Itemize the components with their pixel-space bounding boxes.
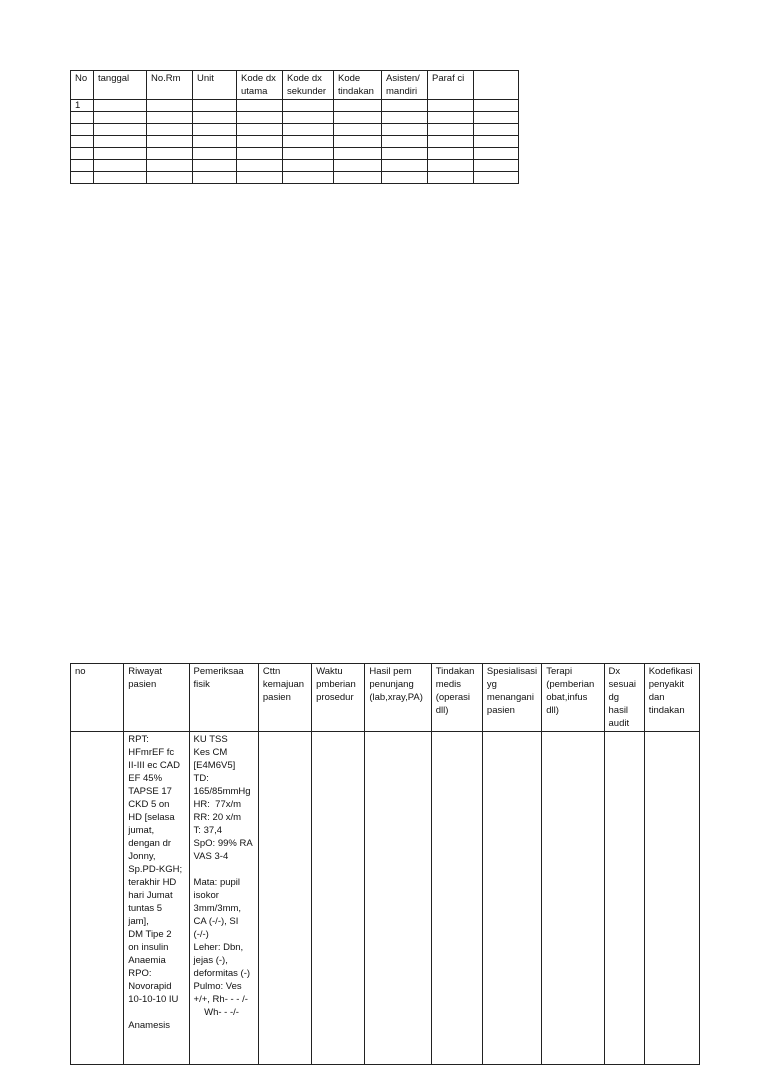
coding-log-cell	[94, 100, 147, 112]
coding-log-cell	[428, 124, 474, 136]
coding-log-cell	[94, 160, 147, 172]
coding-log-cell	[193, 124, 237, 136]
coding-log-cell	[237, 100, 283, 112]
patient-audit-header-cell: Kodefikasi penyakit dan tindakan	[644, 664, 699, 732]
coding-log-cell	[474, 112, 519, 124]
patient-audit-header-cell: Cttn kemajuan pasien	[258, 664, 311, 732]
coding-log-header-cell	[474, 71, 519, 100]
coding-log-row	[71, 172, 519, 184]
coding-log-header-cell: Unit	[193, 71, 237, 100]
coding-log-cell	[382, 124, 428, 136]
coding-log-cell	[193, 100, 237, 112]
patient-audit-cell: KU TSS Kes CM [E4M6V5] TD: 165/85mmHg HR: 77x/m RR: 20 x/m T: 37,4 SpO: 99% RA VAS 3-4 Mata: pupil isokor 3mm/3mm, CA (-/-), SI (-/-) Leher: Dbn, jejas (-), deformitas (-) Pulmo: Ves +/+, Rh- - - /- Wh- - -/-	[189, 732, 258, 1065]
coding-log-cell	[428, 148, 474, 160]
coding-log-cell	[71, 124, 94, 136]
coding-log-cell	[474, 136, 519, 148]
patient-audit-cell	[542, 732, 604, 1065]
coding-log-header-cell: No.Rm	[147, 71, 193, 100]
patient-audit-header-row	[71, 664, 700, 732]
coding-log-cell	[382, 148, 428, 160]
coding-log-cell	[237, 124, 283, 136]
patient-audit-cell: RPT: HFmrEF fc II-III ec CAD EF 45% TAPSE 17 CKD 5 on HD [selasa jumat, dengan dr Jonny, Sp.PD-KGH; terakhir HD hari Jumat tuntas 5 jam], DM Tipe 2 on insulin Anaemia RPO: Novorapid 10-10-10 IU Anamesis	[124, 732, 189, 1065]
coding-log-cell	[193, 136, 237, 148]
patient-audit-cell	[365, 732, 431, 1065]
coding-log-cell	[147, 136, 193, 148]
coding-log-cell	[474, 172, 519, 184]
coding-log-row	[71, 160, 519, 172]
coding-log-cell	[283, 160, 334, 172]
coding-log-cell	[94, 124, 147, 136]
patient-audit-header-cell: Terapi (pemberian obat,infus dll)	[542, 664, 604, 732]
coding-log-cell	[474, 148, 519, 160]
patient-audit-row	[71, 732, 700, 1065]
coding-log-cell	[193, 148, 237, 160]
coding-log-cell	[283, 112, 334, 124]
coding-log-cell	[237, 136, 283, 148]
coding-log-header-cell: Kode tindakan	[334, 71, 382, 100]
patient-audit-cell	[604, 732, 644, 1065]
patient-audit-header-cell: Riwayat pasien	[124, 664, 189, 732]
coding-log-row	[71, 100, 519, 112]
coding-log-header-cell: No	[71, 71, 94, 100]
patient-audit-header-cell: Pemeriksaa fisik	[189, 664, 258, 732]
coding-log-header-cell: tanggal	[94, 71, 147, 100]
coding-log-table	[70, 70, 519, 184]
coding-log-cell	[71, 160, 94, 172]
coding-log-cell	[334, 100, 382, 112]
coding-log-cell	[147, 112, 193, 124]
patient-audit-cell	[482, 732, 541, 1065]
coding-log-cell	[193, 172, 237, 184]
coding-log-cell	[94, 148, 147, 160]
coding-log-cell	[147, 148, 193, 160]
coding-log-cell	[382, 100, 428, 112]
patient-audit-cell	[431, 732, 482, 1065]
coding-log-row	[71, 112, 519, 124]
patient-audit-header-cell: Dx sesuai dg hasil audit	[604, 664, 644, 732]
coding-log-row	[71, 148, 519, 160]
coding-log-cell	[237, 172, 283, 184]
coding-log-header-cell: Paraf ci	[428, 71, 474, 100]
coding-log-cell	[283, 124, 334, 136]
coding-log-cell	[237, 112, 283, 124]
coding-log-cell	[71, 136, 94, 148]
coding-log-cell	[94, 112, 147, 124]
patient-audit-header-cell: Spesialisasi yg menangani pasien	[482, 664, 541, 732]
patient-audit-header-cell: Waktu pmberian prosedur	[312, 664, 365, 732]
coding-log-cell	[283, 100, 334, 112]
coding-log-cell	[147, 160, 193, 172]
coding-log-cell	[474, 100, 519, 112]
coding-log-header-cell: Kode dx sekunder	[283, 71, 334, 100]
patient-audit-header-cell: no	[71, 664, 124, 732]
coding-log-cell	[334, 112, 382, 124]
patient-audit-cell	[312, 732, 365, 1065]
coding-log-header-cell: Asisten/ mandiri	[382, 71, 428, 100]
coding-log-row	[71, 136, 519, 148]
coding-log-cell	[94, 172, 147, 184]
coding-log-cell	[382, 172, 428, 184]
coding-log-cell	[193, 160, 237, 172]
coding-log-cell	[334, 160, 382, 172]
patient-audit-cell	[644, 732, 699, 1065]
coding-log-cell	[147, 100, 193, 112]
coding-log-cell	[237, 160, 283, 172]
coding-log-cell	[428, 160, 474, 172]
coding-log-cell	[147, 124, 193, 136]
coding-log-cell	[71, 112, 94, 124]
coding-log-row	[71, 124, 519, 136]
coding-log-cell	[283, 172, 334, 184]
coding-log-cell	[428, 172, 474, 184]
coding-log-cell	[334, 124, 382, 136]
coding-log-cell	[71, 172, 94, 184]
coding-log-cell	[283, 136, 334, 148]
coding-log-cell	[428, 100, 474, 112]
patient-audit-cell	[71, 732, 124, 1065]
coding-log-cell	[237, 148, 283, 160]
patient-audit-header-cell: Tindakan medis (operasi dll)	[431, 664, 482, 732]
coding-log-cell	[382, 136, 428, 148]
coding-log-cell	[334, 136, 382, 148]
coding-log-cell	[71, 148, 94, 160]
coding-log-cell	[94, 136, 147, 148]
coding-log-cell	[474, 124, 519, 136]
coding-log-header-cell: Kode dx utama	[237, 71, 283, 100]
coding-log-cell	[382, 160, 428, 172]
coding-log-cell	[474, 160, 519, 172]
coding-log-cell	[334, 148, 382, 160]
coding-log-cell	[428, 112, 474, 124]
coding-log-cell: 1	[71, 100, 94, 112]
coding-log-cell	[334, 172, 382, 184]
coding-log-header-row	[71, 71, 519, 100]
coding-log-cell	[147, 172, 193, 184]
coding-log-cell	[193, 112, 237, 124]
patient-audit-cell	[258, 732, 311, 1065]
coding-log-cell	[382, 112, 428, 124]
patient-audit-header-cell: Hasil pem penunjang (lab,xray,PA)	[365, 664, 431, 732]
coding-log-cell	[283, 148, 334, 160]
coding-log-cell	[428, 136, 474, 148]
patient-audit-table	[70, 663, 700, 1065]
